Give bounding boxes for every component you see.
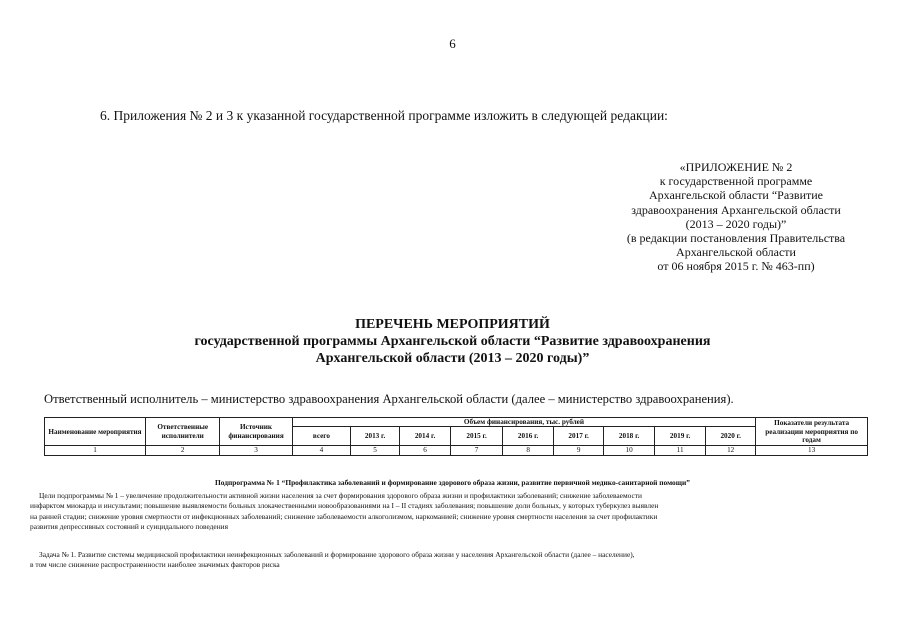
appendix-line: «ПРИЛОЖЕНИЕ № 2 bbox=[679, 160, 793, 174]
appendix-header bbox=[600, 160, 872, 274]
goals-line: Цели подпрограммы № 1 – увеличение продолжительности активной жизни населения за счет формирования здорового образа жизни и профилактики заболеваний; снижение заболеваемости bbox=[39, 491, 642, 500]
header-year: 2016 г. bbox=[503, 427, 554, 446]
goals-line: развития депрессивных состояний и суицидального поведения bbox=[30, 521, 229, 531]
appendix-line: к государственной программе bbox=[659, 174, 813, 189]
header-year: 2014 г. bbox=[400, 427, 451, 446]
header-total: всего bbox=[292, 427, 350, 446]
title-line: Архангельской области (2013 – 2020 годы)” bbox=[315, 351, 590, 366]
title-line: государственной программы Архангельской области “Развитие здравоохранения bbox=[194, 334, 711, 349]
header-responsible: Ответственные исполнители bbox=[145, 418, 219, 446]
title-line: ПЕРЕЧЕНЬ МЕРОПРИЯТИЙ bbox=[355, 317, 550, 332]
task-line: Задача № 1. Развитие системы медицинской профилактики неинфекционных заболеваний и формирование здорового образа жизни у населения Архангельской области (далее – население), bbox=[39, 550, 635, 559]
header-year: 2017 г. bbox=[554, 427, 604, 446]
appendix-line: от 06 ноября 2015 г. № 463-пп) bbox=[657, 259, 815, 274]
appendix-line: (2013 – 2020 годы)” bbox=[685, 216, 787, 231]
column-number: 11 bbox=[655, 446, 706, 455]
header-year: 2020 г. bbox=[706, 427, 756, 446]
header-funding-source: Источник финансирования bbox=[220, 418, 292, 446]
goals-line: инфарктом миокарда и инсультами; повышение выявляемости больных злокачественными новообразованиями на I – II стадиях заболевания; повышение доли больных, у которых туберкулез выявлен bbox=[30, 501, 659, 511]
subprogram-title: Подпрограмма № 1 “Профилактика заболеваний и формирование здорового образа жизни, развитие первичной медико-санитарной помощи” bbox=[215, 478, 690, 487]
column-number: 7 bbox=[451, 446, 503, 455]
responsible-executor: Ответственный исполнитель – министерство здравоохранения Архангельской области (далее – министерство здравоохранения). bbox=[44, 392, 734, 406]
appendix-line: здравоохранения Архангельской области bbox=[631, 202, 841, 217]
subprogram-goals bbox=[30, 491, 870, 532]
column-number: 13 bbox=[756, 446, 868, 455]
column-number: 1 bbox=[45, 446, 146, 455]
page-number: 6 bbox=[449, 36, 456, 51]
task-line: в том числе снижение распространенности наиболее значимых факторов риска bbox=[30, 560, 280, 570]
events-table bbox=[44, 417, 868, 456]
column-number: 9 bbox=[554, 446, 604, 455]
column-number: 8 bbox=[503, 446, 554, 455]
header-funding-volume: Объем финансирования, тыс. рублей bbox=[292, 418, 756, 427]
header-year: 2019 г. bbox=[655, 427, 706, 446]
column-number: 5 bbox=[351, 446, 400, 455]
header-year: 2013 г. bbox=[351, 427, 400, 446]
header-result-indicators: Показатели результата реализации мероприятия по годам bbox=[756, 418, 868, 446]
column-number: 10 bbox=[604, 446, 655, 455]
column-number: 12 bbox=[706, 446, 756, 455]
appendix-line: Архангельской области “Развитие bbox=[648, 188, 824, 203]
header-event-name: Наименование мероприятия bbox=[45, 418, 146, 446]
appendix-line: (в редакции постановления Правительства bbox=[626, 231, 846, 246]
intro-paragraph: 6. Приложения № 2 и 3 к указанной государственной программе изложить в следующей редакции: bbox=[100, 108, 668, 123]
appendix-line: Архангельской области bbox=[676, 245, 796, 260]
document-title bbox=[0, 316, 905, 367]
task-1 bbox=[30, 550, 870, 571]
column-number: 4 bbox=[292, 446, 350, 455]
column-number: 6 bbox=[400, 446, 451, 455]
column-number: 3 bbox=[220, 446, 292, 455]
header-year: 2018 г. bbox=[604, 427, 655, 446]
goals-line: на ранней стадии; снижение уровня смертности от инфекционных заболеваний; снижение заболеваемости алкоголизмом, наркоманией; снижение уровня смертности населения за счет профилактики bbox=[30, 511, 658, 521]
header-year: 2015 г. bbox=[451, 427, 503, 446]
column-number: 2 bbox=[145, 446, 219, 455]
